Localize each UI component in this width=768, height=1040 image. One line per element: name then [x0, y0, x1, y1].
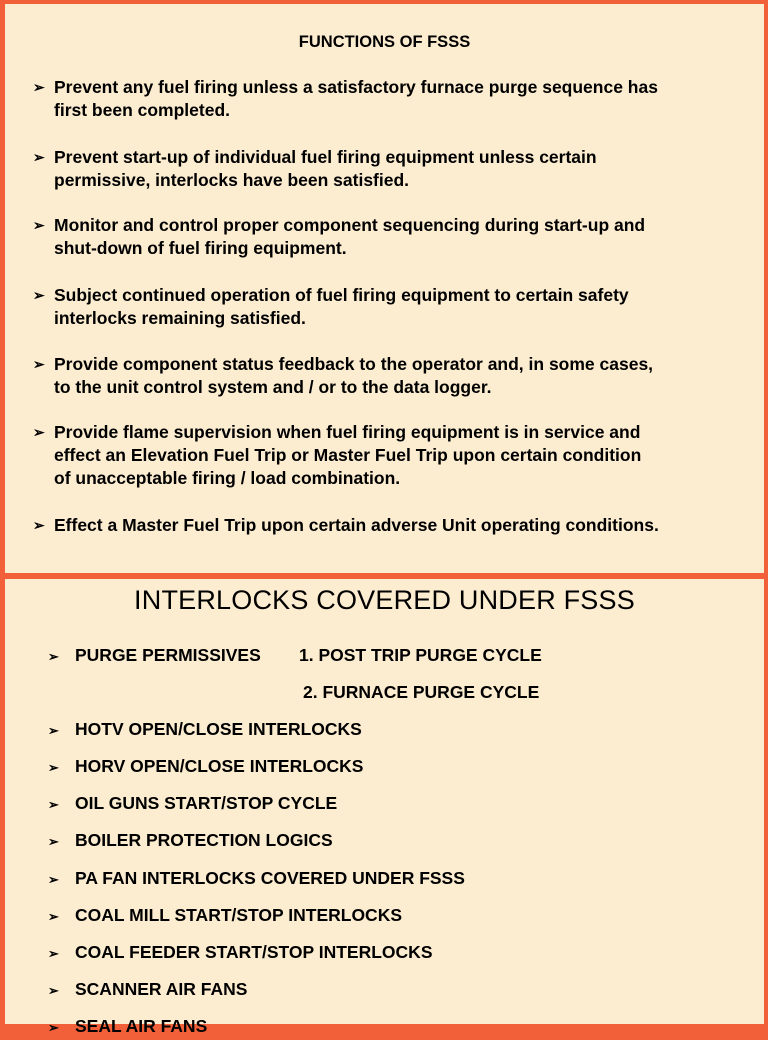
- interlock-item: [48, 828, 333, 854]
- interlock-item: [48, 940, 433, 966]
- interlock-item: [48, 717, 362, 743]
- arrow-bullet-icon: ➢: [33, 424, 45, 440]
- arrow-bullet-icon: ➢: [48, 649, 59, 664]
- function-item: [33, 76, 745, 122]
- purge-sub-item: 1. POST TRIP PURGE CYCLE: [299, 645, 542, 665]
- arrow-bullet-icon: ➢: [33, 287, 45, 303]
- arrow-bullet-icon: ➢: [33, 149, 45, 165]
- arrow-bullet-icon: ➢: [48, 797, 59, 812]
- functions-slide: [5, 4, 764, 573]
- interlock-item: [48, 791, 337, 817]
- purge-permissives-label: PURGE PERMISSIVES: [75, 645, 261, 665]
- interlock-item: [48, 866, 465, 892]
- arrow-bullet-icon: ➢: [48, 760, 59, 775]
- arrow-bullet-icon: ➢: [33, 79, 45, 95]
- function-item: [33, 214, 745, 260]
- function-text: Prevent any fuel firing unless a satisfactory furnace purge sequence has first been completed.: [54, 77, 658, 120]
- functions-title: FUNCTIONS OF FSSS: [298, 33, 471, 51]
- function-item: [33, 421, 745, 490]
- function-text: Subject continued operation of fuel firing equipment to certain safety interlocks remaining satisfied.: [54, 285, 629, 328]
- interlocks-slide: [5, 579, 764, 1036]
- interlock-text: HOTV OPEN/CLOSE INTERLOCKS: [75, 719, 362, 739]
- function-item: [33, 146, 745, 192]
- interlock-text: BOILER PROTECTION LOGICS: [75, 830, 333, 850]
- arrow-bullet-icon: ➢: [33, 356, 45, 372]
- function-text: Provide component status feedback to the operator and, in some cases, to the unit control system and / or to the data logger.: [54, 354, 654, 397]
- function-item: [33, 284, 745, 330]
- arrow-bullet-icon: ➢: [48, 983, 59, 998]
- function-text: Provide flame supervision when fuel firing equipment is in service and effect an Elevation Fuel Trip or Master Fuel Trip upon certain condition of unacceptable firing / load combination.: [54, 422, 642, 488]
- interlock-text: SCANNER AIR FANS: [75, 979, 248, 999]
- function-item: [33, 514, 745, 537]
- interlock-text: HORV OPEN/CLOSE INTERLOCKS: [75, 756, 364, 776]
- arrow-bullet-icon: ➢: [48, 1020, 59, 1035]
- function-text: Monitor and control proper component sequencing during start-up and shut-down of fuel firing equipment.: [54, 215, 646, 258]
- arrow-bullet-icon: ➢: [33, 217, 45, 233]
- interlock-text: COAL MILL START/STOP INTERLOCKS: [75, 905, 403, 925]
- interlock-item: [48, 1014, 207, 1040]
- interlocks-title: INTERLOCKS COVERED UNDER FSSS: [134, 585, 635, 615]
- interlock-item: [48, 977, 247, 1003]
- interlock-item: [48, 754, 363, 780]
- interlock-text: COAL FEEDER START/STOP INTERLOCKS: [75, 942, 433, 962]
- interlock-text: SEAL AIR FANS: [75, 1016, 208, 1036]
- arrow-bullet-icon: ➢: [48, 909, 59, 924]
- function-text: Effect a Master Fuel Trip upon certain adverse Unit operating conditions.: [54, 515, 659, 535]
- purge-sub-item: 2. FURNACE PURGE CYCLE: [303, 682, 540, 702]
- arrow-bullet-icon: ➢: [48, 834, 59, 849]
- interlock-text: PA FAN INTERLOCKS COVERED UNDER FSSS: [75, 868, 465, 888]
- function-text: Prevent start-up of individual fuel firing equipment unless certain permissive, interlocks have been satisfied.: [54, 147, 597, 190]
- arrow-bullet-icon: ➢: [48, 946, 59, 961]
- interlock-item-purge: [48, 643, 261, 669]
- arrow-bullet-icon: ➢: [48, 872, 59, 887]
- arrow-bullet-icon: ➢: [33, 517, 45, 533]
- arrow-bullet-icon: ➢: [48, 723, 59, 738]
- interlock-item: [48, 903, 402, 929]
- interlock-text: OIL GUNS START/STOP CYCLE: [75, 793, 338, 813]
- function-item: [33, 353, 745, 399]
